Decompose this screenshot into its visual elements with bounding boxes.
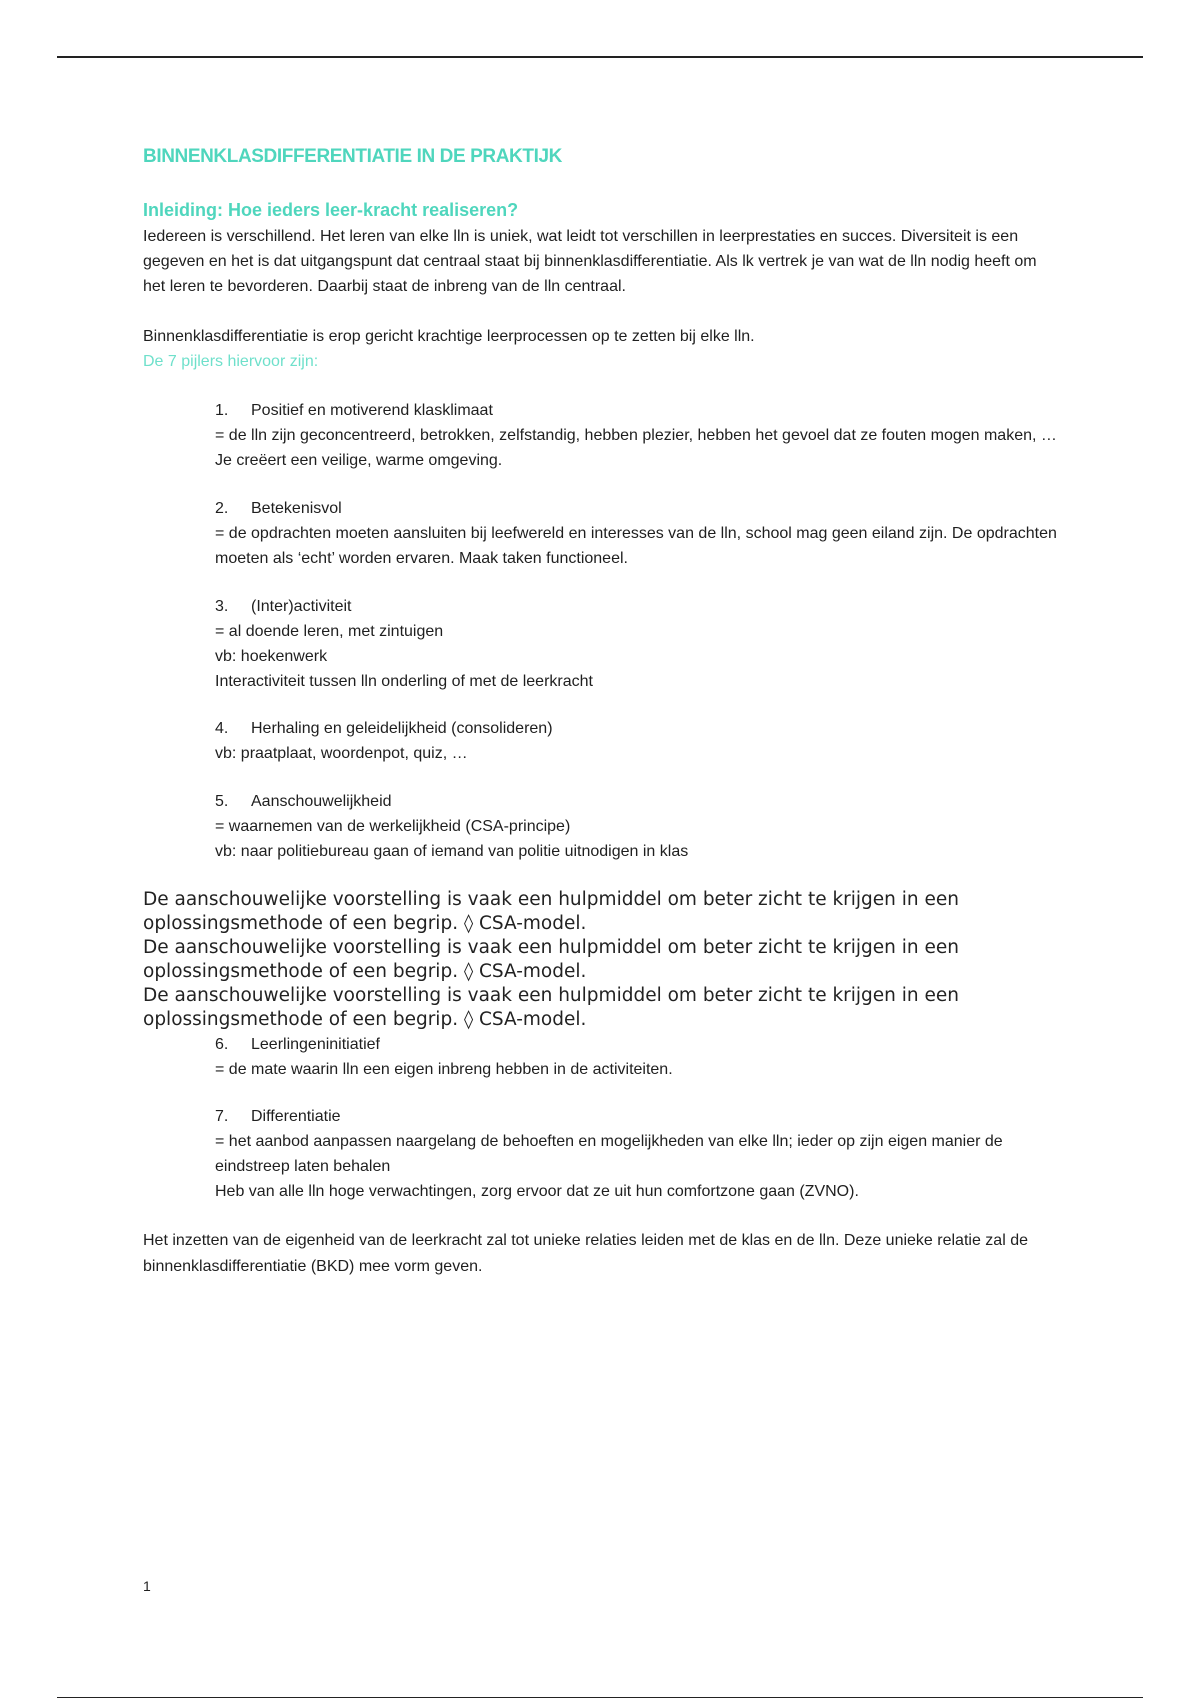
pillar-title: Leerlingeninitiatief bbox=[251, 1036, 380, 1053]
pillar-title: Positief en motiverend klasklimaat bbox=[251, 402, 493, 419]
csa-note: De aanschouwelijke voorstelling is vaak een hulpmiddel om beter zicht te krijgen in een oplossingsmethode of een begrip. ◊ CSA-model. bbox=[143, 985, 960, 1030]
footer-rule bbox=[57, 1697, 1143, 1698]
pillar-number: 6. bbox=[215, 1036, 229, 1053]
pillar-7 bbox=[215, 1104, 1075, 1204]
pillar-number: 4. bbox=[215, 720, 229, 737]
pillar-number: 3. bbox=[215, 598, 229, 615]
pillar-2 bbox=[215, 496, 1075, 571]
closing-paragraph: Het inzetten van de eigenheid van de leerkracht zal tot unieke relaties leiden met de klas en de lln. Deze unieke relatie zal de binnenklasdifferentiatie (BKD) mee vorm geven. bbox=[143, 1232, 1028, 1275]
pillar-number: 7. bbox=[215, 1108, 229, 1125]
pillar-title: Differentiatie bbox=[251, 1108, 341, 1125]
pillar-1 bbox=[215, 398, 1075, 473]
intro-heading: Inleiding: Hoe ieders leer-kracht realiseren? bbox=[143, 200, 519, 220]
pillar-title: Aanschouwelijkheid bbox=[251, 793, 392, 810]
pillar-number: 1. bbox=[215, 402, 229, 419]
pillar-5 bbox=[215, 789, 1075, 864]
intro-paragraph: Iedereen is verschillend. Het leren van elke lln is uniek, wat leidt tot verschillen in leerprestaties en succes. Diversiteit is een gegeven en het is dat uitgangspunt dat centraal staat bij binnenklasdifferentiatie. Als lk vertrek je van wat de lln nodig heeft om het leren te bevorderen. Daarbij staat de inbreng van de lln centraal. bbox=[143, 228, 1037, 295]
pillar-description: = het aanbod aanpassen naargelang de behoeften en mogelijkheden van elke lln; ieder op zijn eigen manier de eindstreep laten behalen bbox=[215, 1133, 1003, 1175]
pillar-description: Heb van alle lln hoge verwachtingen, zorg ervoor dat ze uit hun comfortzone gaan (ZVNO). bbox=[215, 1183, 859, 1200]
pillar-description: = al doende leren, met zintuigen bbox=[215, 623, 444, 640]
csa-note: De aanschouwelijke voorstelling is vaak een hulpmiddel om beter zicht te krijgen in een oplossingsmethode of een begrip. ◊ CSA-model. bbox=[143, 937, 960, 982]
document-body bbox=[143, 146, 1063, 1275]
pillar-example: vb: hoekenwerk bbox=[215, 648, 328, 665]
pillar-number: 2. bbox=[215, 500, 229, 517]
pillar-example: vb: naar politiebureau gaan of iemand van politie uitnodigen in klas bbox=[215, 843, 689, 860]
header-rule bbox=[57, 56, 1143, 58]
document-title: BINNENKLASDIFFERENTIATIE IN DE PRAKTIJK bbox=[143, 146, 562, 167]
pillar-6 bbox=[215, 1032, 1075, 1082]
pillar-description: = waarnemen van de werkelijkheid (CSA-principe) bbox=[215, 818, 571, 835]
intro-focus-block bbox=[143, 324, 1063, 374]
pillar-example: vb: praatplaat, woordenpot, quiz, … bbox=[215, 745, 468, 762]
pillars-label: De 7 pijlers hiervoor zijn: bbox=[143, 353, 319, 370]
intro-focus: Binnenklasdifferentiatie is erop gericht krachtige leerprocessen op te zetten bij elke lln. bbox=[143, 328, 755, 345]
pillar-number: 5. bbox=[215, 793, 229, 810]
pillar-title: Betekenisvol bbox=[251, 500, 342, 517]
page-number: 1 bbox=[143, 1578, 151, 1594]
repeated-note-block bbox=[143, 888, 1063, 1032]
pillar-title: Herhaling en geleidelijkheid (consolideren) bbox=[251, 720, 553, 737]
pillar-description: Interactiviteit tussen lln onderling of met de leerkracht bbox=[215, 673, 593, 690]
pillar-description: = de lln zijn geconcentreerd, betrokken, zelfstandig, hebben plezier, hebben het gevoel dat ze fouten mogen maken, … Je creëert een veilige, warme omgeving. bbox=[215, 427, 1057, 469]
pillar-4 bbox=[215, 716, 1075, 766]
pillar-description: = de opdrachten moeten aansluiten bij leefwereld en interesses van de lln, school mag geen eiland zijn. De opdrachten moeten als ‘echt’ worden ervaren. Maak taken functioneel. bbox=[215, 525, 1057, 567]
pillar-3 bbox=[215, 594, 1075, 694]
pillar-title: (Inter)activiteit bbox=[251, 598, 352, 615]
pillar-description: = de mate waarin lln een eigen inbreng hebben in de activiteiten. bbox=[215, 1061, 673, 1078]
csa-note: De aanschouwelijke voorstelling is vaak een hulpmiddel om beter zicht te krijgen in een oplossingsmethode of een begrip. ◊ CSA-model. bbox=[143, 889, 960, 934]
